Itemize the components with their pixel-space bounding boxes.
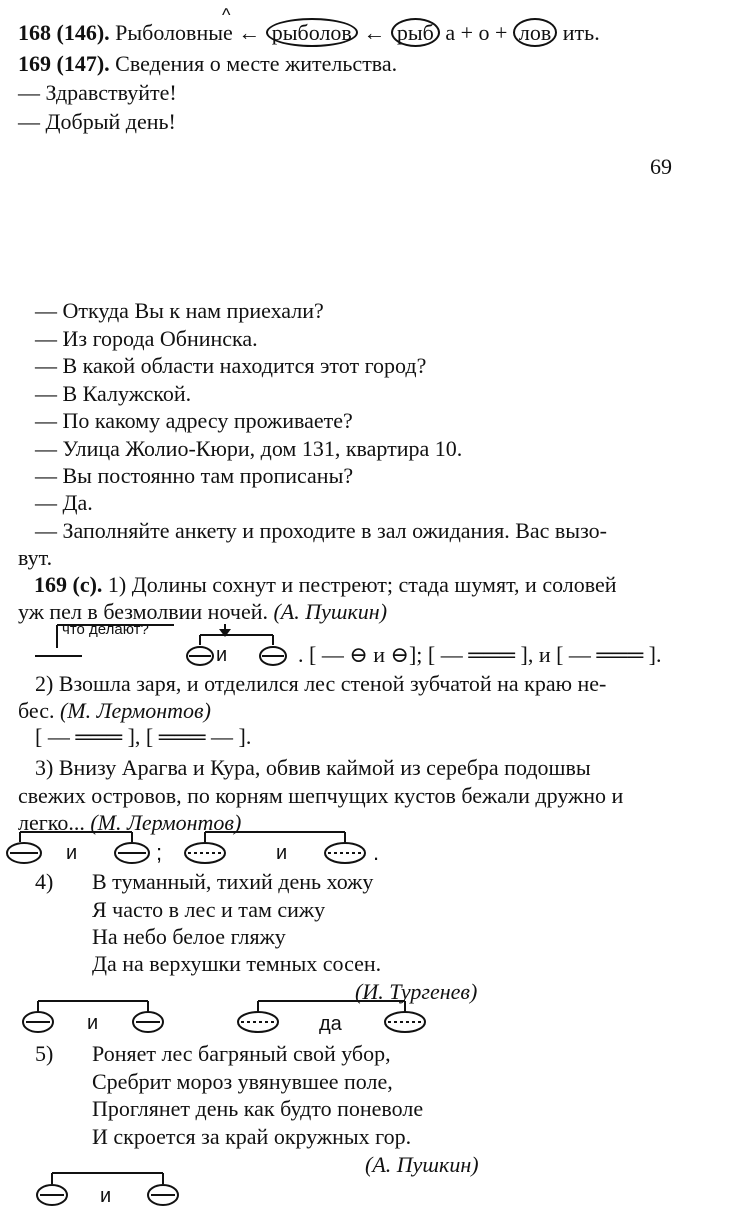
dialogue-line: — Улица Жолио-Кюри, дом 131, квартира 10. [35, 436, 463, 461]
greeting-line-1: — Здравствуйте! [18, 80, 177, 105]
poem-5-line: И скроется за край окружных гор. [92, 1124, 412, 1149]
poem-4-line: Я часто в лес и там сижу [92, 897, 326, 922]
dialogue-line: — По какому адресу проживаете? [35, 408, 353, 433]
sentence-3-author: (М. Лермонтов) [90, 810, 242, 835]
conjunction-label: и [66, 842, 78, 864]
poem-5-author: (А. Пушкин) [365, 1152, 479, 1177]
arrow-left-icon: ← [363, 20, 386, 45]
exercise-168-word: Рыболовные [115, 20, 233, 45]
page-number: 69 [650, 154, 672, 179]
dialogue-line: — В Калужской. [35, 381, 192, 406]
circled-root-1: рыб [391, 18, 440, 47]
exercise-169-147-number: 169 (147). [18, 51, 110, 76]
sentence-2-line-1: 2) Взошла заря, и отделился лес стеной зубчатой на краю не- [35, 671, 607, 696]
sentence-2-text-end: бес. [18, 698, 55, 723]
sentence-4-ovals-2 [238, 1012, 425, 1035]
conjunction-label: да [319, 1013, 342, 1035]
arrow-left-icon: ← [238, 20, 261, 45]
dialogue-line: — Откуда Вы к нам приехали? [35, 298, 324, 323]
dialogue-line: — В какой области находится этот город? [35, 353, 427, 378]
period-label: . [373, 840, 380, 865]
poem-5-line: Роняет лес багряный свой убор, [92, 1041, 391, 1066]
poem-5-number: 5) [35, 1041, 54, 1066]
sentence-3-text-end: легко... [18, 810, 85, 835]
exercise-169c-number: 169 (с). [34, 572, 103, 597]
suffix-part: а + о + [445, 20, 508, 45]
exercise-169-147-title: Сведения о месте жительства. [115, 51, 398, 76]
question-label: что делают? [62, 621, 149, 638]
sentence-2-scheme: [ — ═══ ], [ ═══ — ]. [35, 724, 252, 749]
poem-5-line: Проглянет день как будто поневоле [92, 1096, 424, 1121]
sentence-3-connector-1 [20, 832, 132, 842]
poem-5-line: Сребрит мороз увянувшее поле, [92, 1069, 393, 1094]
sentence-3-line-1: 3) Внизу Арагва и Кура, обвив каймой из серебра подошвы [35, 755, 591, 780]
sentence-1-author: (А. Пушкин) [273, 599, 388, 624]
poem-4-line: На небо белое гляжу [92, 924, 286, 949]
ending-part: ить. [562, 20, 600, 45]
semicolon-label: ; [156, 840, 163, 865]
conjunction-label: и [276, 842, 288, 864]
sentence-1-text: 1) Долины сохнут и пестреют; стада шумят, и соловей [107, 572, 617, 597]
dialogue-line: вут. [18, 545, 53, 570]
sentence-5-ovals [37, 1185, 178, 1205]
poem-4-line: Да на верхушки темных сосен. [92, 951, 382, 976]
conjunction-label: и [87, 1012, 99, 1034]
poem-4-number: 4) [35, 869, 54, 894]
poem-4-author: (И. Тургенев) [355, 979, 478, 1004]
sentence-4-ovals-1 [23, 1012, 163, 1032]
greeting-line-2: — Добрый день! [18, 109, 176, 134]
sentence-1-ovals [187, 644, 286, 666]
circled-root-2: лов [513, 18, 557, 47]
sentence-4-connector-1 [38, 1001, 148, 1012]
sentence-1-text-end: уж пел в безмолвии ночей. [18, 599, 268, 624]
exercise-168-number: 168 (146). [18, 20, 110, 45]
circled-derived-word: рыболов [266, 18, 358, 47]
sentence-3-ovals-1 [7, 843, 149, 863]
dialogue-line: — Из города Обнинска. [35, 326, 258, 351]
sentence-3-ovals-2 [185, 843, 365, 863]
sentence-1-scheme: . [ — ⊖ и ⊖]; [ — ═══ ], и [ — ═══ ]. [298, 642, 662, 667]
sentence-3-line-2: свежих островов, по корням шепчущих кустов бежали дружно и [18, 783, 624, 808]
dialogue-line: — Да. [35, 490, 93, 515]
caret-mark: ^ [222, 5, 231, 25]
conjunction-label: и [216, 644, 228, 666]
sentence-1-connector [35, 621, 273, 656]
poem-4-line: В туманный, тихий день хожу [92, 869, 374, 894]
sentence-2-author: (М. Лермонтов) [59, 698, 211, 723]
sentence-3-connector-2 [205, 832, 345, 842]
conjunction-label: и [100, 1185, 112, 1207]
dialogue-line: — Вы постоянно там прописаны? [35, 463, 354, 488]
dialogue-line: — Заполняйте анкету и проходите в зал ожидания. Вас вызо- [35, 518, 607, 543]
sentence-4-connector-2 [258, 1001, 405, 1012]
sentence-5-connector [52, 1173, 163, 1184]
